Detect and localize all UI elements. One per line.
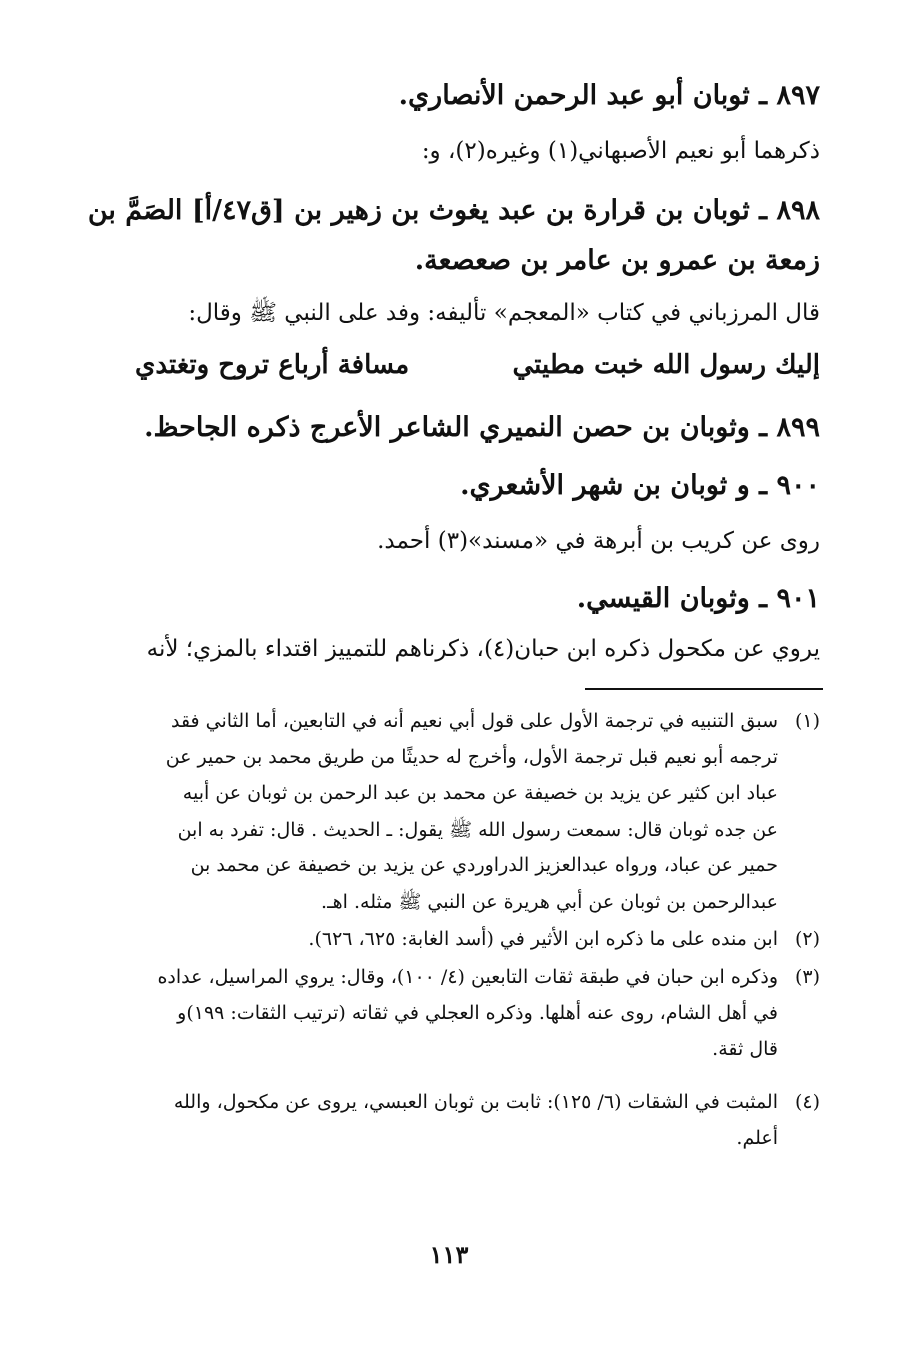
footnote-4-line: المثبت في الشقات (٦/ ١٢٥): ثابت بن ثوبان العبسي، يروى عن مكحول، والله [173,1091,778,1113]
entry-898-heading-line1: ٨٩٨ ـ ثوبان بن قرارة بن عبد يغوث بن زهير بن [ق٤٧/أ] الصَمَّ بن [87,195,820,226]
entry-901-heading: ٩٠١ ـ وثوبان القيسي. [576,583,820,614]
footnote-1-line: عن جده ثوبان قال: سمعت رسول الله ﷺ يقول: ـ الحديث . قال: تفرد به ابن [177,819,778,841]
footnote-1-line: عبدالرحمن بن ثوبان عن أبي هريرة عن النبي ﷺ مثله. اهـ. [321,891,778,913]
footnote-2-number: (٢) [794,928,820,950]
entry-901-text: يروي عن مكحول ذكره ابن حبان(٤)، ذكرناهم للتمييز اقتداء بالمزي؛ لأنه [146,636,820,662]
entry-900-heading: ٩٠٠ ـ و ثوبان بن شهر الأشعري. [460,470,820,501]
footnote-1-number: (١) [794,710,820,732]
footnote-2-line: ابن منده على ما ذكره ابن الأثير في (أسد الغابة: ٦٢٥، ٦٢٦). [308,928,778,950]
footnote-3-line: قال ثقة. [712,1038,778,1060]
footnote-1-line: سبق التنبيه في ترجمة الأول على قول أبي نعيم أنه في التابعين، أما الثاني فقد [170,710,778,732]
footnote-separator [585,688,823,690]
entry-898-heading-line2: زمعة بن عمرو بن عامر بن صعصعة. [414,245,820,276]
entry-899-heading: ٨٩٩ ـ وثوبان بن حصن النميري الشاعر الأعرج ذكره الجاحظ. [144,412,820,443]
verse-hemistich-2: مسافة أرباع تروح وتغتدي [135,350,410,380]
footnote-1-line: عباد ابن كثير عن يزيد بن خصيفة عن محمد بن عبد الرحمن بن ثوبان عن أبيه [182,782,778,804]
footnote-1-line: حمير عن عباد، ورواه عبدالعزيز الدراوردي عن يزيد بن خصيفة عن محمد بن [190,854,778,876]
footnote-3-number: (٣) [794,966,820,988]
footnote-3-line: في أهل الشام، روى عنه أهلها. وذكره العجلي في ثقاته (ترتيب الثقات: ١٩٩)و [177,1002,778,1024]
page-number: ١١٣ [429,1240,469,1269]
entry-898-text: قال المرزباني في كتاب «المعجم» تأليفه: وفد على النبي ﷺ وقال: [188,300,820,326]
entry-897-text: ذكرهما أبو نعيم الأصبهاني(١) وغيره(٢)، و: [421,138,820,164]
entry-900-text: روى عن كريب بن أبرهة في «مسند»(٣) أحمد. [377,528,820,554]
footnote-3-line: وذكره ابن حبان في طبقة ثقات التابعين (٤/ ١٠٠)، وقال: يروي المراسيل، عداده [157,966,778,988]
verse-hemistich-1: إليك رسول الله خبت مطيتي [512,350,820,380]
footnote-1-line: ترجمه أبو نعيم قبل ترجمة الأول، وأخرج له حديثًا من طريق محمد بن حمير عن [165,746,778,768]
entry-897-heading: ٨٩٧ ـ ثوبان أبو عبد الرحمن الأنصاري. [398,80,820,111]
footnote-4-line: أعلم. [736,1127,778,1149]
footnote-4-number: (٤) [794,1091,820,1113]
